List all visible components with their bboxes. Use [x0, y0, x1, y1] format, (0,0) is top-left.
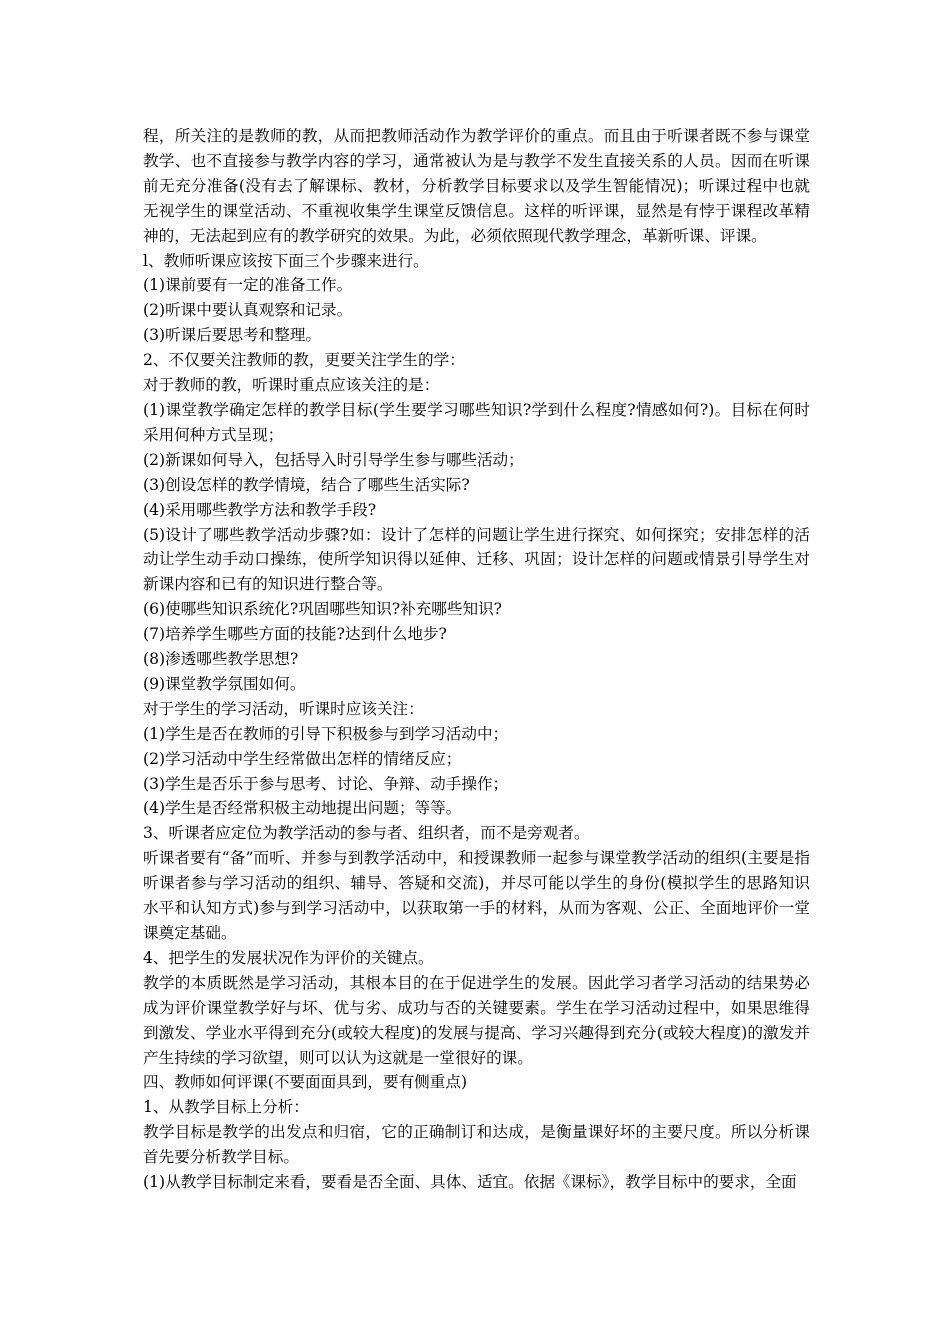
paragraph-student-focus-4: (4)学生是否经常积极主动地提出问题；等等。: [143, 799, 462, 818]
paragraph-student-focus-intro: 对于学生的学习活动，听课时应该关注：: [143, 699, 424, 718]
paragraph-step-3: (3)听课后要思考和整理。: [143, 326, 322, 345]
paragraph-step-1: (1)课前要有一定的准备工作。: [143, 276, 353, 295]
paragraph-student-focus-3: (3)学生是否乐于参与思考、讨论、争辩、动手操作；: [143, 774, 509, 793]
paragraph-teacher-focus-5: (5)设计了哪些教学活动步骤?如：设计了怎样的问题让学生进行探究、如何探究；安排怎样的活动让学生动手动口操练，使所学知识得以延伸、迁移、巩固；设计怎样的问题或情景引导学生对新课内容和已有的知识进行整合等。: [143, 525, 810, 594]
paragraph-heading-teacher-and-student: 2、不仅要关注教师的教，更要关注学生的学：: [143, 351, 465, 370]
paragraph-teacher-focus-8: (8)渗透哪些教学思想?: [143, 650, 299, 669]
paragraph-student-focus-2: (2)学习活动中学生经常做出怎样的情绪反应；: [143, 749, 462, 768]
paragraph-heading-listening-steps: l、教师听课应该按下面三个步骤来进行。: [143, 251, 429, 270]
paragraph-student-development-body: 教学的本质既然是学习活动，其根本目的在于促进学生的发展。因此学习者学习活动的结果势必成为评价课堂教学好与坏、优与劣、成功与否的关键要素。学生在学习活动过程中，如果思维得到激发、学业水平得到充分(或较大程度)的发展与提高、学习兴趣得到充分(或较大程度)的激发并产生持续的学习欲望，则可以认为这就是一堂很好的课。: [143, 973, 810, 1067]
paragraph-teacher-focus-7: (7)培养学生哪些方面的技能?达到什么地步?: [143, 625, 447, 644]
paragraph-step-2: (2)听课中要认真观察和记录。: [143, 301, 353, 320]
document-body: [143, 124, 810, 1195]
paragraph-teacher-focus-2: (2)新课如何导入，包括导入时引导学生参与哪些活动；: [143, 450, 524, 469]
paragraph-heading-how-to-evaluate: 四、教师如何评课(不要面面具到，要有侧重点): [143, 1073, 468, 1092]
paragraph-teacher-focus-intro: 对于教师的教，听课时重点应该关注的是：: [143, 376, 440, 395]
paragraph-student-focus-1: (1)学生是否在教师的引导下积极参与到学习活动中；: [143, 724, 509, 743]
paragraph-teacher-focus-9: (9)课堂教学氛围如何。: [143, 674, 306, 693]
paragraph-teaching-goals-1: (1)从教学目标制定来看，要看是否全面、具体、适宜。依据《课标》，教学目标中的要求，全面: [143, 1173, 797, 1192]
paragraph-teacher-focus-3: (3)创设怎样的教学情境，结合了哪些生活实际?: [143, 475, 470, 494]
paragraph-participant-body: 听课者要有“备”而听、并参与到教学活动中，和授课教师一起参与课堂教学活动的组织(主要是指听课者参与学习活动的组织、辅导、答疑和交流)，并尽可能以学生的身份(模拟学生的思路知识水平和认知方式)参与到学习活动中，以获取第一手的材料，从而为客观、公正、全面地评价一堂课奠定基础。: [143, 849, 810, 942]
paragraph-teacher-focus-6: (6)使哪些知识系统化?巩固哪些知识?补充哪些知识?: [143, 600, 503, 619]
paragraph-teaching-goals-body: 教学目标是教学的出发点和归宿，它的正确制订和达成，是衡量课好坏的主要尺度。所以分析课首先要分析教学目标。: [143, 1123, 810, 1167]
paragraph-heading-participant: 3、听课者应定位为教学活动的参与者、组织者，而不是旁观者。: [143, 824, 590, 843]
paragraph-teacher-focus-4: (4)采用哪些教学方法和教学手段?: [143, 500, 377, 519]
paragraph-teacher-focus-1: (1)课堂教学确定怎样的教学目标(学生要学习哪些知识?学到什么程度?情感如何?)。目标在何时采用何种方式呈现；: [143, 400, 810, 444]
paragraph-intro-continuation: 程，所关注的是教师的教，从而把教师活动作为教学评价的重点。而且由于听课者既不参与课堂教学、也不直接参与教学内容的学习，通常被认为是与教学不发生直接关系的人员。因而在听课前无充分准备(没有去了解课标、教材，分析教学目标要求以及学生智能情况)；听课过程中也就无视学生的课堂活动、不重视收集学生课堂反馈信息。这样的听评课，显然是有悖于课程改革精神的，无法起到应有的教学研究的效果。为此，必须依照现代教学理念，革新听课、评课。: [143, 127, 810, 245]
paragraph-heading-student-development: 4、把学生的发展状况作为评价的关键点。: [143, 948, 434, 967]
paragraph-heading-teaching-goals: 1、从教学目标上分析：: [143, 1098, 309, 1117]
